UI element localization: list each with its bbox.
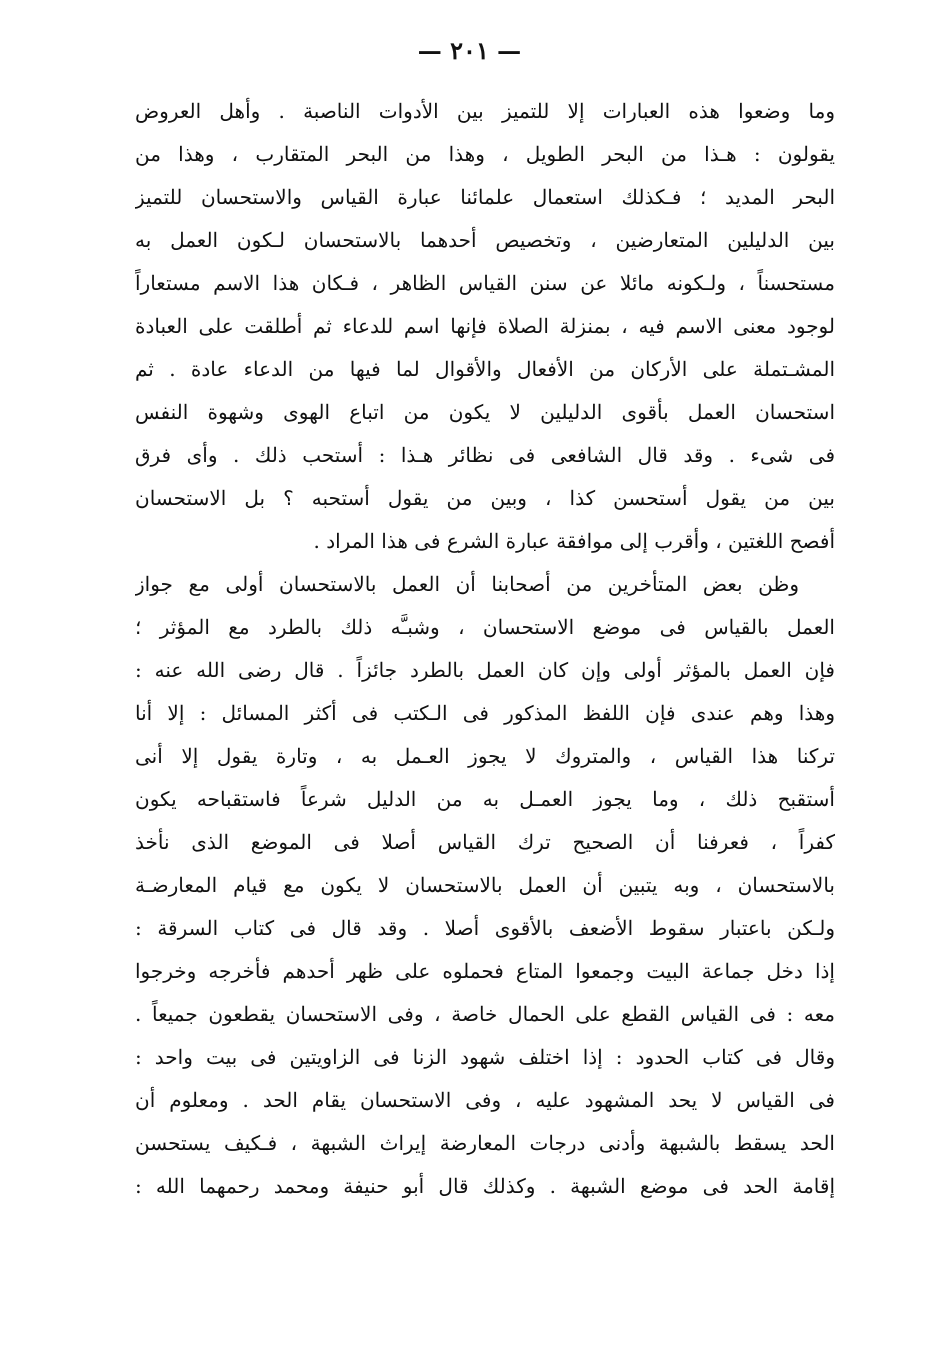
text-line: معه : فى القياس القطع على الحمال خاصة ، وفى الاستحسان يقطعون جميعاً . (135, 1002, 835, 1026)
body-text (135, 90, 835, 1208)
text-line: الحد يسقط بالشبهة وأدنى درجات المعارضة إيراث الشبهة ، فـكيف يستحسن (135, 1131, 835, 1155)
text-line: أفصح اللغتين ، وأقرب إلى موافقة عبارة الشرع فى هذا المراد . (313, 529, 835, 553)
text-line: كفراً ، فعرفنا أن الصحيح ترك القياس أصلا فى الموضع الذى نأخذ (135, 830, 835, 854)
text-line: وهذا وهم عندى فإن اللفظ المذكور فى الـكتب فى أكثر المسائل : إلا أنا (135, 701, 835, 725)
text-line: استحسان العمل بأقوى الدليلين لا يكون من اتباع الهوى وشهوة النفس (135, 400, 835, 424)
text-line: العمل بالقياس فى موضع الاستحسان ، وشبـَّه ذلك بالطرد مع المؤثر ؛ (135, 615, 835, 639)
text-line: يقولون : هـذا من البحر الطويل ، وهذا من البحر المتقارب ، وهذا من (135, 142, 835, 166)
text-line: فى القياس لا يحد المشهود عليه ، وفى الاستحسان يقام الحد . ومعلوم أن (135, 1088, 835, 1112)
page-number: — ٢٠١ — (417, 36, 522, 65)
text-line: وقال فى كتاب الحدود : إذا اختلف شهود الزنا فى الزاويتين فى بيت واحد : (135, 1045, 835, 1069)
text-line: فإن العمل بالمؤثر أولى وإن كان العمل بالطرد جائزاً . قال رضى الله عنه : (135, 658, 835, 682)
text-line: تركنا هذا القياس ، والمتروك لا يجوز العـمل به ، وتارة يقول إلا أنى (135, 744, 835, 768)
text-line: ولـكن باعتبار سقوط الأضعف بالأقوى أصلا . وقد قال فى كتاب السرقة : (135, 916, 835, 940)
text-line: المشـتملة على الأركان من الأفعال والأقوال لما فيها من الدعاء عادة . ثم (135, 357, 835, 381)
text-line: بالاستحسان ، وبه يتبين أن العمل بالاستحسان لا يكون مع قيام المعارضـة (135, 873, 835, 897)
text-line: بين الدليلين المتعارضين ، وتخصيص أحدهما بالاستحسان لـكون العمل به (135, 228, 835, 252)
text-line: إذا دخل جماعة البيت وجمعوا المتاع فحملوه على ظهر أحدهم فأخرجه وخرجوا (135, 959, 835, 983)
text-line: فى شىء . وقد قال الشافعى فى نظائر هـذا : أستحب ذلك . وأى فرق (135, 443, 835, 467)
text-line: إقامة الحد فى موضع الشبهة . وكذلك قال أبو حنيفة ومحمد رحمهما الله : (135, 1174, 835, 1198)
text-line: وظن بعض المتأخرين من أصحابنا أن العمل بالاستحسان أولى مع جواز (135, 572, 799, 596)
text-line: لوجود معنى الاسم فيه ، بمنزلة الصلاة فإنها اسم للدعاء ثم أطلقت على العبادة (135, 314, 835, 338)
text-line: بين من يقول أستحسن كذا ، وبين من يقول أستحبه ؟ بل الاستحسان (135, 486, 835, 510)
text-line: وما وضعوا هذه العبارات إلا للتميز بين الأدوات الناصبة . وأهل العروض (135, 99, 835, 123)
text-line: أستقبح ذلك ، وما يجوز العمـل به من الدليل شرعاً فاستقباحه يكون (135, 787, 835, 811)
text-line: مستحسناً ، ولـكونه مائلا عن سنن القياس الظاهر ، فـكان هذا الاسم مستعاراً (135, 271, 835, 295)
text-line: البحر المديد ؛ فـكذلك استعمال علمائنا عبارة القياس والاستحسان للتميز (135, 185, 835, 209)
